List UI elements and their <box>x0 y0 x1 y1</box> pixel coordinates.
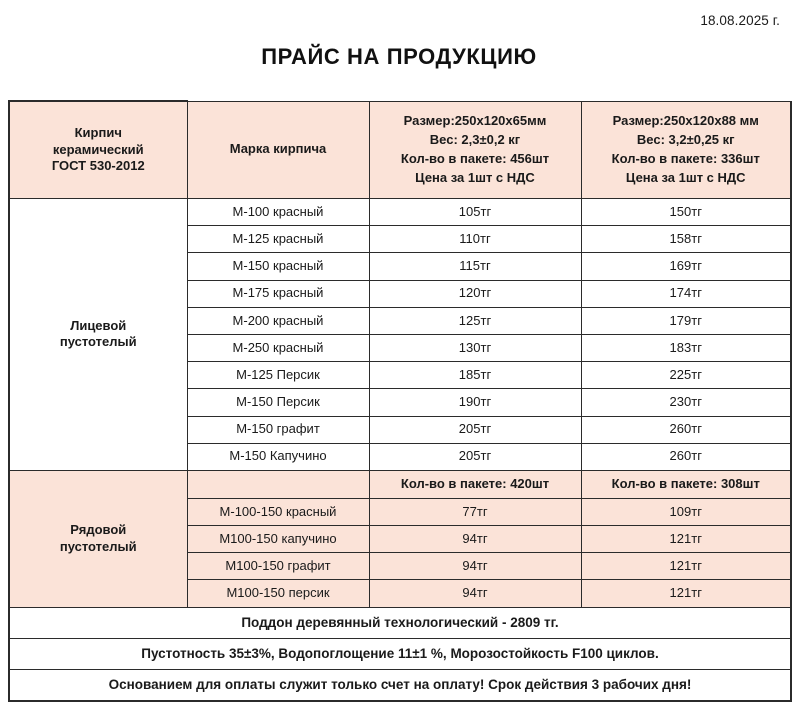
page-title: ПРАЙС НА ПРОДУКЦИЮ <box>261 44 537 69</box>
note-properties-text: Пустотность 35±3%, Водопоглощение 11±1 %, Морозостойкость F100 циклов. <box>9 638 791 669</box>
group-label-ordinary-hollow-line2: пустотелый <box>59 538 137 554</box>
cell-price-65: 205тг <box>369 443 581 470</box>
cell-price-65: 205тг <box>369 416 581 443</box>
table-header-row <box>9 101 791 199</box>
cell-price-65: 130тг <box>369 334 581 361</box>
group-label-facing-hollow <box>9 199 187 471</box>
cell-price-65: 105тг <box>369 199 581 226</box>
header-spec-65mm-size: Размер:250х120х65мм <box>403 112 547 128</box>
cell-mark: М100-150 капучино <box>187 526 369 553</box>
header-product-line2: керамический <box>52 141 144 157</box>
cell-price-88: 225тг <box>581 362 791 389</box>
cell-price-65: 125тг <box>369 307 581 334</box>
cell-price-65: 94тг <box>369 526 581 553</box>
header-product-line1: Кирпич <box>74 125 122 141</box>
note-pallet-text: Поддон деревянный технологический - 2809 тг. <box>9 607 791 638</box>
cell-price-88: 150тг <box>581 199 791 226</box>
header-spec-65mm-weight: Вес: 2,3±0,2 кг <box>429 131 521 147</box>
cell-price-88: 183тг <box>581 334 791 361</box>
cell-mark: М-175 красный <box>187 280 369 307</box>
header-spec-88mm-weight: Вес: 3,2±0,25 кг <box>636 131 735 147</box>
cell-mark: М-150 графит <box>187 416 369 443</box>
cell-price-88: 121тг <box>581 526 791 553</box>
cell-mark: М100-150 персик <box>187 580 369 607</box>
header-product-standard <box>9 101 187 199</box>
cell-price-88: 158тг <box>581 226 791 253</box>
cell-price-65: 185тг <box>369 362 581 389</box>
cell-mark: М-100 красный <box>187 199 369 226</box>
header-spec-65mm <box>369 101 581 199</box>
header-product-line3: ГОСТ 530-2012 <box>51 158 145 174</box>
cell-mark: М-200 красный <box>187 307 369 334</box>
cell-price-65: 94тг <box>369 580 581 607</box>
cell-mark: М-250 красный <box>187 334 369 361</box>
header-spec-88mm-size: Размер:250х120х88 мм <box>612 112 759 128</box>
group-label-ordinary-hollow-line1: Рядовой <box>70 522 127 538</box>
cell-price-65: 77тг <box>369 498 581 525</box>
cell-price-88: 174тг <box>581 280 791 307</box>
cell-mark: М-150 красный <box>187 253 369 280</box>
subheader-qty-65: Кол-во в пакете: 420шт <box>369 470 581 498</box>
header-spec-88mm-qty: Кол-во в пакете: 336шт <box>611 151 760 166</box>
cell-price-65: 190тг <box>369 389 581 416</box>
header-brick-mark: Марка кирпича <box>187 101 369 199</box>
note-payment-text: Основанием для оплаты служит только счет на оплату! Срок действия 3 рабочих дня! <box>9 669 791 701</box>
table-row <box>9 199 791 226</box>
cell-mark: М-150 Персик <box>187 389 369 416</box>
cell-mark: М-125 красный <box>187 226 369 253</box>
cell-price-88: 169тг <box>581 253 791 280</box>
cell-price-88: 109тг <box>581 498 791 525</box>
note-row-properties <box>9 638 791 669</box>
cell-price-88: 121тг <box>581 580 791 607</box>
header-spec-65mm-price: Цена за 1шт с НДС <box>415 170 535 186</box>
group-label-facing-hollow-line1: Лицевой <box>70 317 127 333</box>
document-date: 18.08.2025 г. <box>700 13 780 28</box>
price-table <box>8 100 792 702</box>
cell-price-88: 260тг <box>581 443 791 470</box>
header-spec-88mm <box>581 101 791 199</box>
cell-price-88: 230тг <box>581 389 791 416</box>
cell-price-88: 179тг <box>581 307 791 334</box>
cell-price-65: 120тг <box>369 280 581 307</box>
header-spec-65mm-qty: Кол-во в пакете: 456шт <box>400 151 550 166</box>
note-row-payment <box>9 669 791 701</box>
cell-price-65: 110тг <box>369 226 581 253</box>
subheader-qty-88: Кол-во в пакете: 308шт <box>581 470 791 498</box>
cell-mark: М100-150 графит <box>187 553 369 580</box>
note-row-pallet <box>9 607 791 638</box>
cell-price-65: 115тг <box>369 253 581 280</box>
header-spec-88mm-price: Цена за 1шт с НДС <box>625 170 746 186</box>
subheader-empty-cell <box>187 470 369 498</box>
group-label-facing-hollow-line2: пустотелый <box>59 334 137 350</box>
group-label-ordinary-hollow <box>9 470 187 607</box>
cell-price-88: 260тг <box>581 416 791 443</box>
cell-mark: М-150 Капучино <box>187 443 369 470</box>
cell-price-65: 94тг <box>369 553 581 580</box>
section2-subheader-row <box>9 470 791 498</box>
cell-mark: М-125 Персик <box>187 362 369 389</box>
cell-mark: М-100-150 красный <box>187 498 369 525</box>
cell-price-88: 121тг <box>581 553 791 580</box>
